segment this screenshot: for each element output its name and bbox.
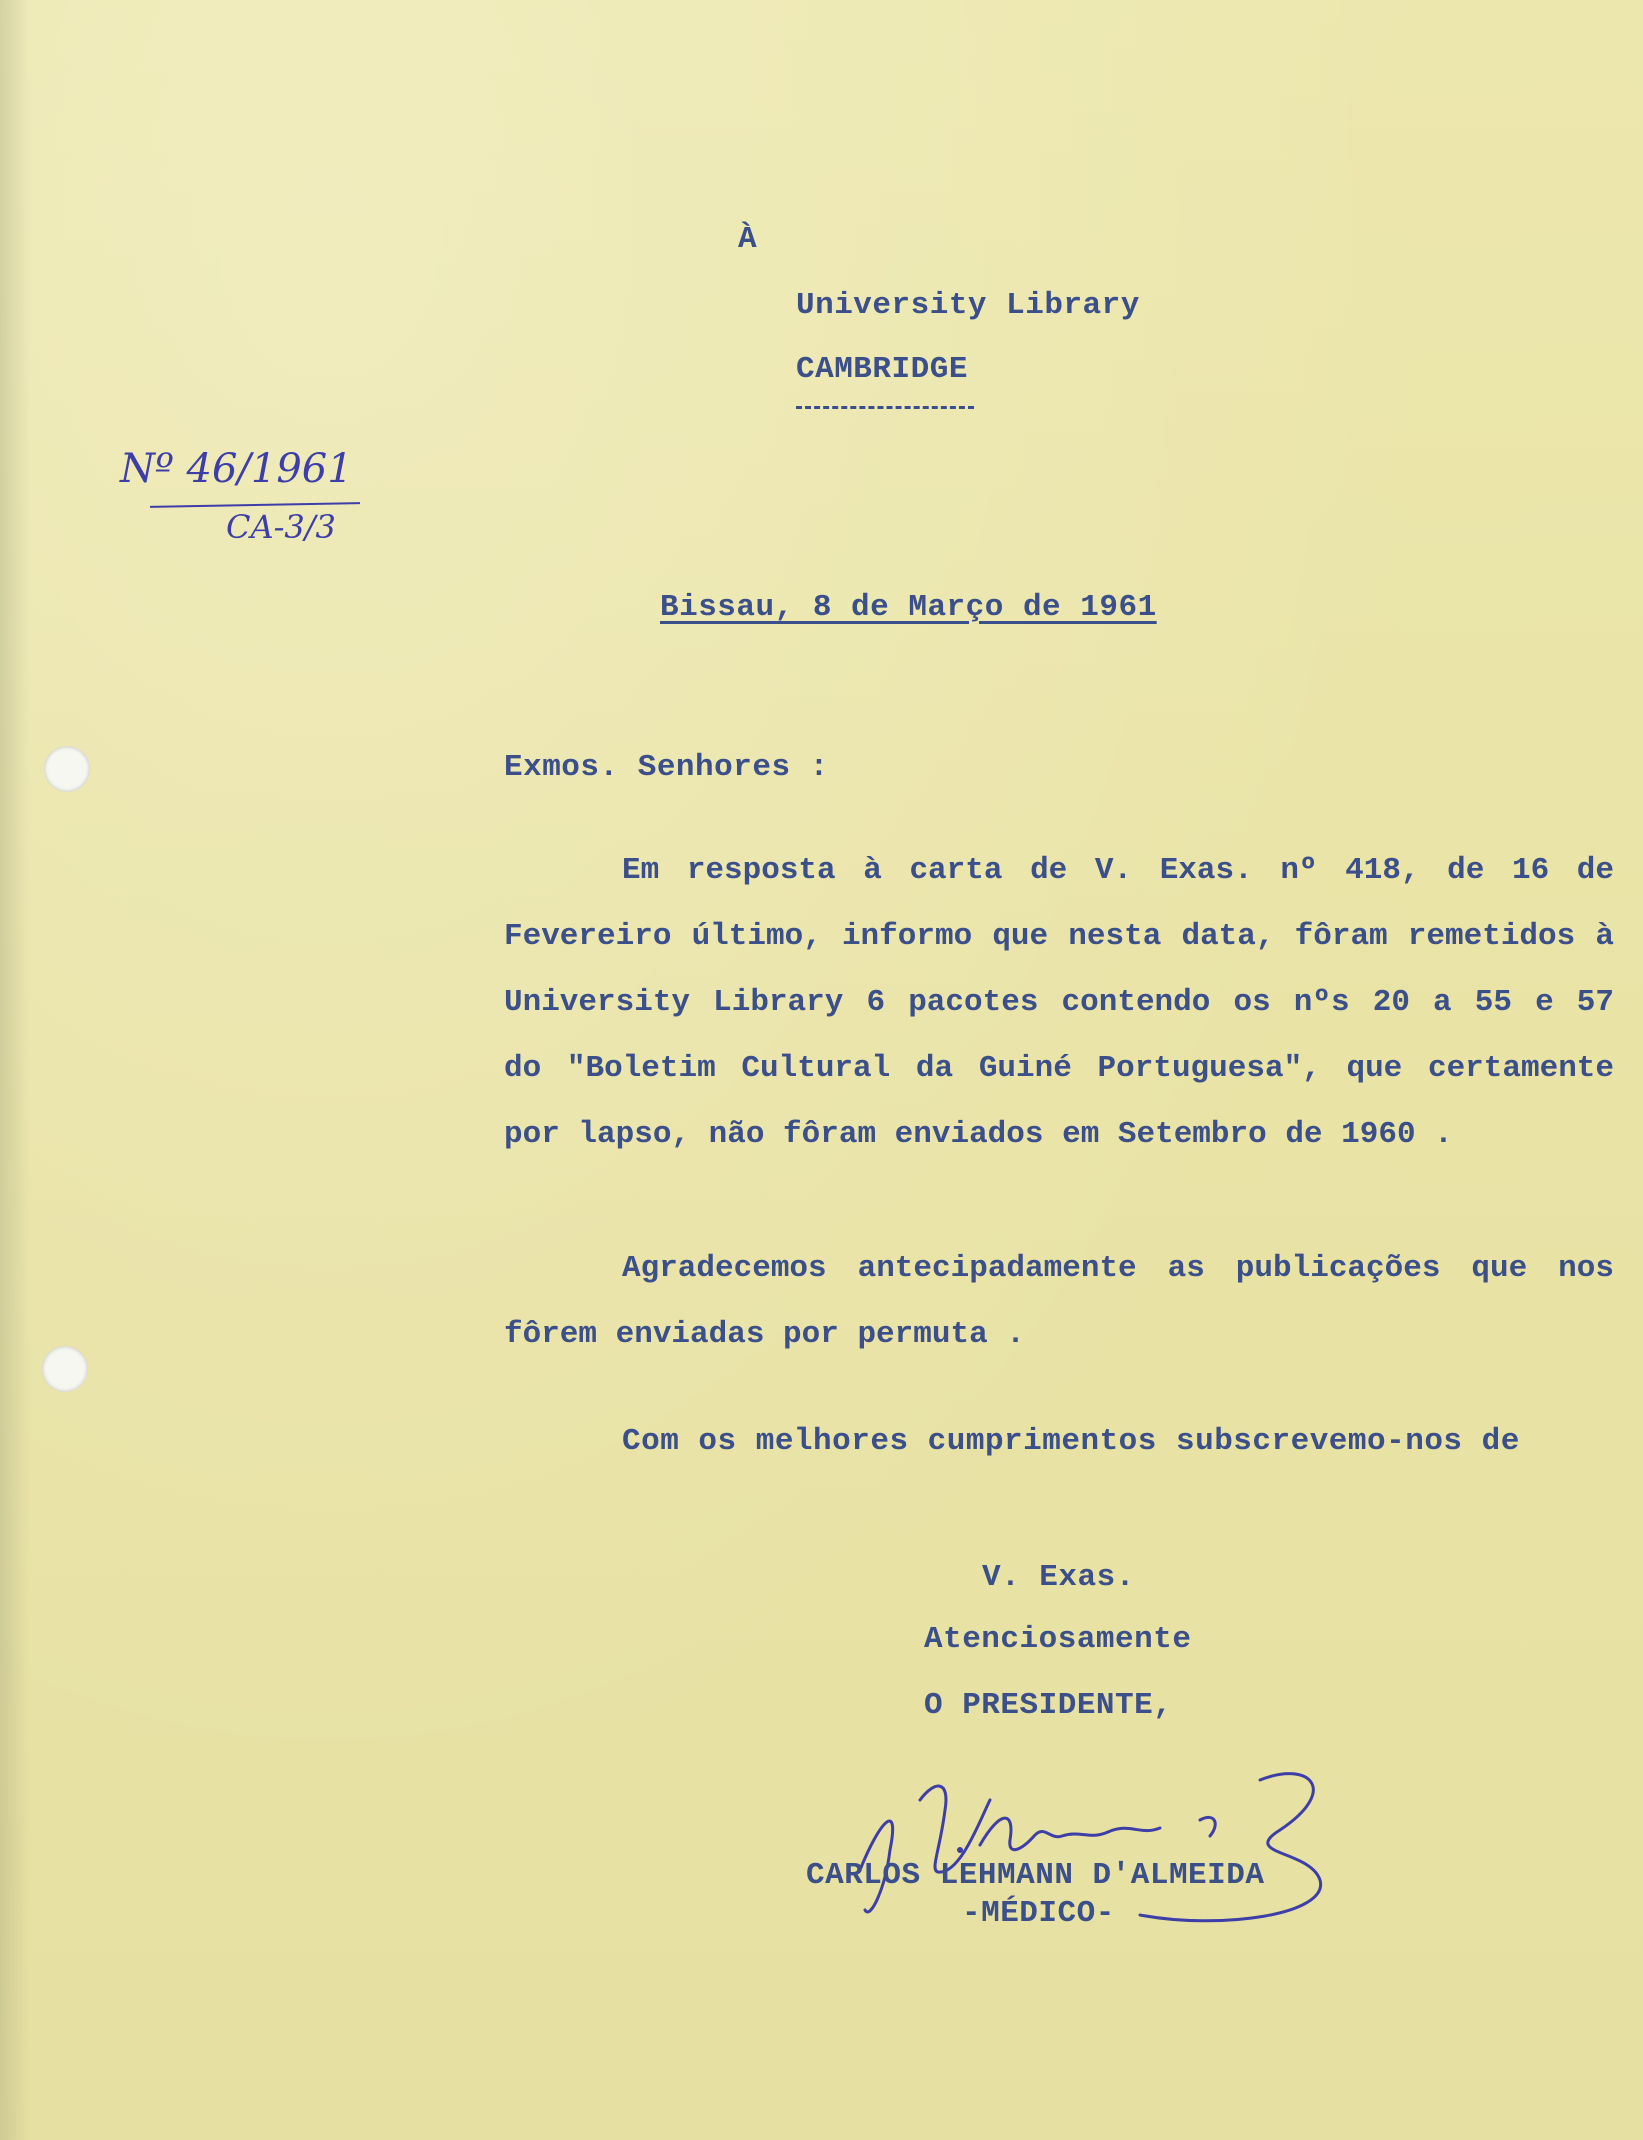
closing-line2: Atenciosamente xyxy=(924,1622,1192,1657)
reference-divider xyxy=(150,502,360,508)
body-paragraph-2: Agradecemos antecipadamente as publicações que nos fôrem enviadas por permuta . xyxy=(504,1251,1614,1352)
signatory-name: CARLOS LEHMANN D'ALMEIDA xyxy=(806,1858,1265,1893)
body-paragraph-3: Com os melhores cumprimentos subscrevemo-nos de xyxy=(622,1424,1520,1459)
punch-hole-lower xyxy=(42,1346,88,1392)
signatory-title: -MÉDICO- xyxy=(962,1896,1115,1931)
page-edge-shadow xyxy=(0,0,30,2140)
punch-hole-upper xyxy=(44,746,90,792)
reference-number: Nº 46/1961 xyxy=(120,446,353,492)
salutation-prefix: À xyxy=(738,222,758,257)
addressee-underline xyxy=(796,406,974,409)
closing-line3: O PRESIDENTE, xyxy=(924,1688,1173,1723)
greeting: Exmos. Senhores : xyxy=(504,750,829,785)
body-paragraph-1: Em resposta à carta de V. Exas. nº 418, de 16 de Fevereiro último, informo que nesta data, fôram remetidos à University Library 6 pacotes contendo os nºs 20 a 55 e 57 do "Boletim Cultural da Guiné Portuguesa", que certamente por lapso, não fôram enviados em Setembro de 1960 . xyxy=(504,853,1614,1152)
date-line: Bissau, 8 de Março de 1961 xyxy=(660,590,1157,625)
closing-line1: V. Exas. xyxy=(982,1560,1135,1595)
addressee-line2: CAMBRIDGE xyxy=(796,352,968,387)
addressee-line1: University Library xyxy=(796,288,1140,323)
reference-code: CA-3/3 xyxy=(226,508,336,546)
